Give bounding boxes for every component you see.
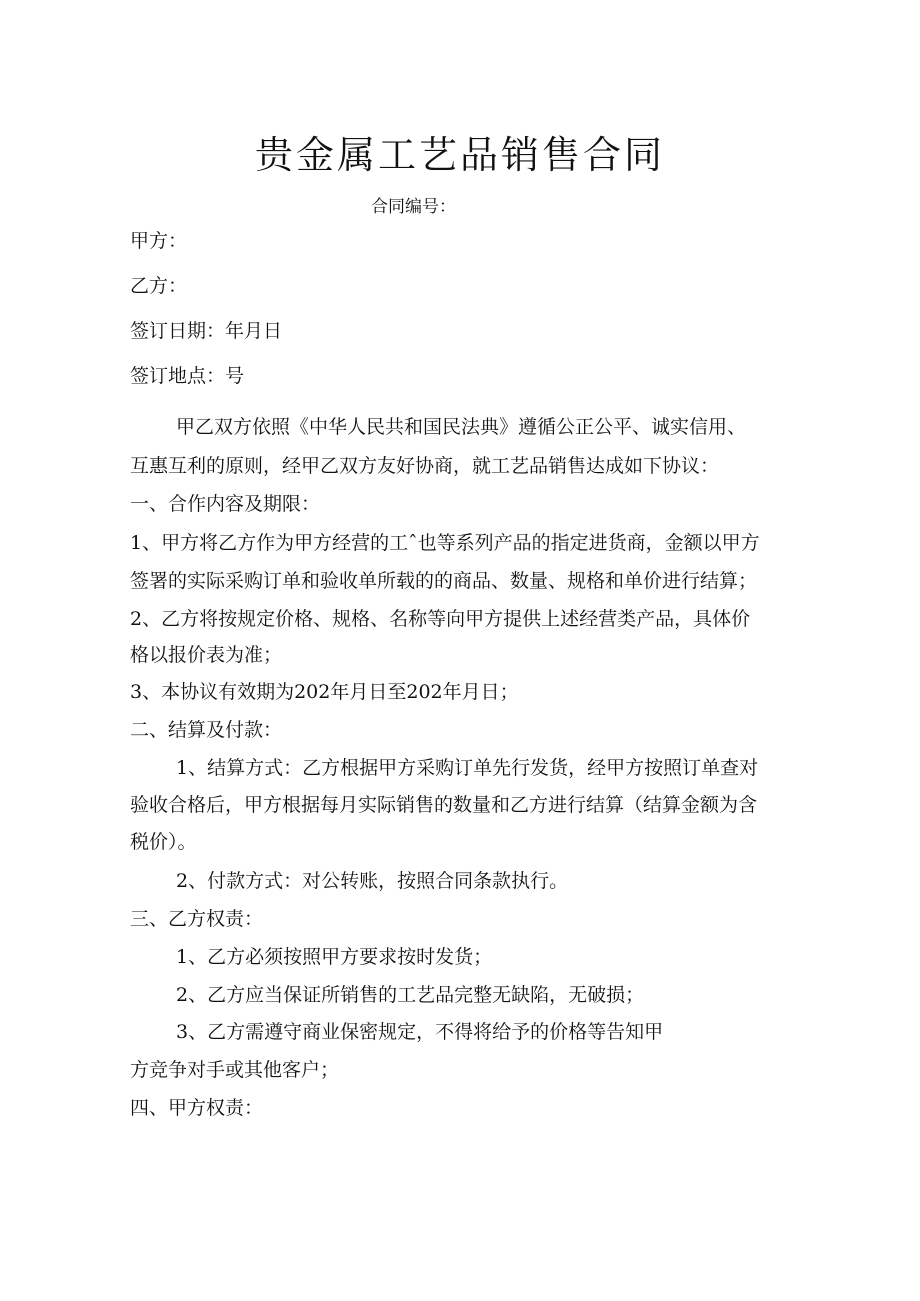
section2-item1-line: 税价）。 <box>130 831 197 853</box>
contract-number-label: 合同编号： <box>371 197 456 217</box>
section1-line: 格以报价表为准； <box>130 644 283 666</box>
signing-date: 签订日期：年月日 <box>130 320 283 342</box>
section3-item3-line: 3、乙方需遵守商业保密规定，不得将给予的价格等告知甲 <box>176 1021 664 1043</box>
section-heading-settlement: 二、结算及付款： <box>130 719 283 741</box>
section-heading-cooperation: 一、合作内容及期限： <box>130 493 321 515</box>
party-a-label: 甲方： <box>130 230 188 252</box>
section1-line: 1、甲方将乙方作为甲方经营的工ˆ也等系列产品的指定进货商，金额以甲方 <box>130 532 760 554</box>
intro-line: 甲乙双方依照《中华人民共和国民法典》遵循公正公平、诚实信用、 <box>176 416 747 438</box>
party-b-label: 乙方： <box>130 275 188 297</box>
section2-item1-line: 1、结算方式：乙方根据甲方采购订单先行发货，经甲方按照订单查对 <box>176 757 759 779</box>
section2-item2: 2、付款方式：对公转账，按照合同条款执行。 <box>176 870 569 892</box>
section-heading-party-a-duties: 四、甲方权责： <box>130 1097 264 1119</box>
section-heading-party-b-duties: 三、乙方权责： <box>130 908 264 930</box>
section1-line: 签署的实际采购订单和验收单所载的的商品、数量、规格和单价进行结算； <box>130 570 758 592</box>
section1-line: 3、本协议有效期为202年月日至202年月日； <box>130 681 519 703</box>
section2-item1-line: 验收合格后，甲方根据每月实际销售的数量和乙方进行结算（结算金额为含 <box>130 794 758 816</box>
section3-item2: 2、乙方应当保证所销售的工艺品完整无缺陷，无破损； <box>176 984 645 1006</box>
section1-line: 2、乙方将按规定价格、规格、名称等向甲方提供上述经营类产品，具体价 <box>130 608 751 630</box>
section3-item3-line: 方竞争对手或其他客户； <box>130 1059 340 1081</box>
page-title: 贵金属工艺品销售合同 <box>254 133 665 177</box>
section3-item1: 1、乙方必须按照甲方要求按时发货； <box>176 946 493 968</box>
intro-line: 互惠互利的原则，经甲乙双方友好协商，就工艺品销售达成如下协议： <box>130 455 720 477</box>
signing-place: 签订地点：号 <box>130 365 245 387</box>
